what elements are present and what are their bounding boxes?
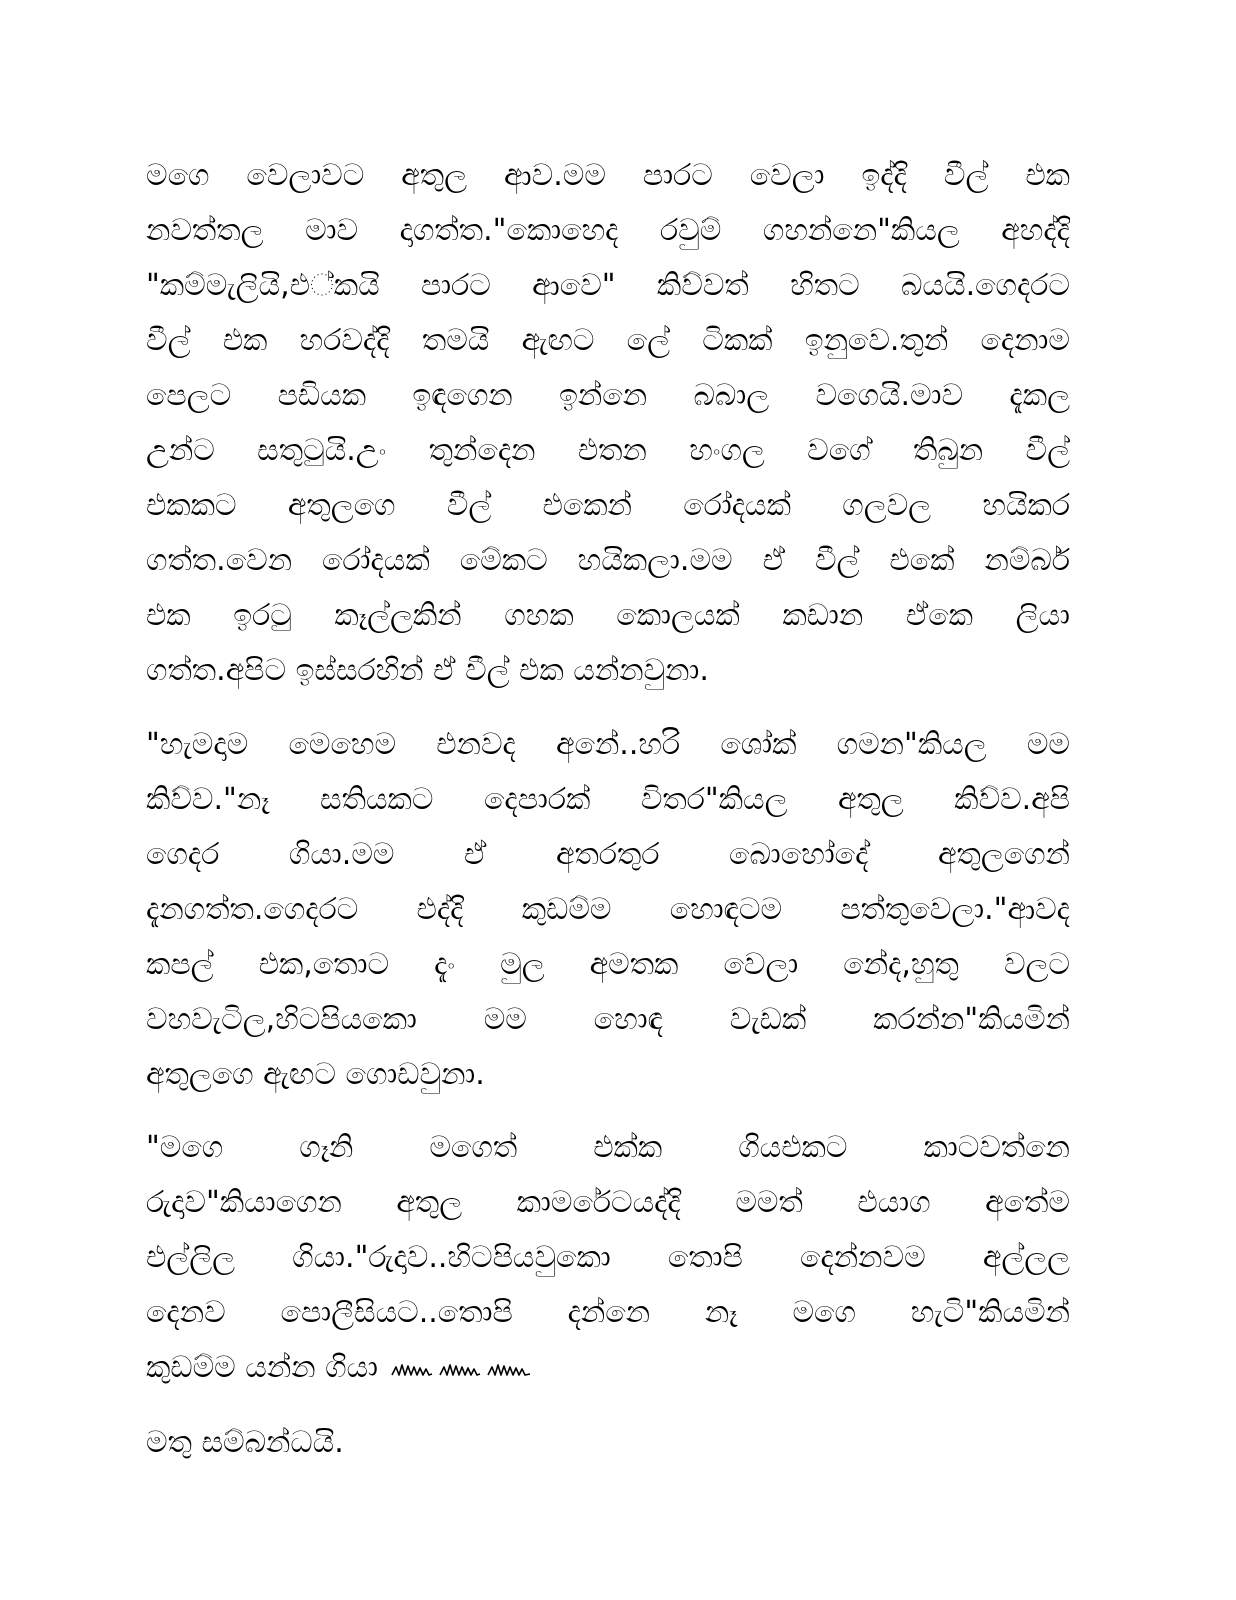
text-line: "කම්මැලියි,එ්කයි පාරට ආවෙ" කිව්වත් හිතට බයයි.ගෙදරට: [146, 268, 1070, 303]
text-line-with-scribble: [146, 1340, 1070, 1395]
text-line: වහවැටිල,හිටපියකො මම හොඳ වැඩක් කරන්න"කියමින්: [146, 1002, 1070, 1037]
text-line: එක ඉරටු කෑල්ලකින් ගහක කොලයක් කඩාන ඒකෙ ලියා: [146, 598, 1070, 633]
text-line: එල්ලිල ගියා."රුදාව..හිටපියවුකො තොපි දෙන්නවම අල්ලල: [146, 1240, 1070, 1275]
paragraph-4: [146, 1415, 1070, 1470]
text-line: ගත්ත.වෙන රෝදයක් මේකට හයිකලා.මම ඒ වීල් එකේ නම්බර්: [146, 543, 1070, 578]
text-line: ගත්ත.අපිට ඉස්සරහින් ඒ වීල් එක යන්නවුනා.: [146, 653, 709, 688]
text-line: පෙලට පඩියක ඉඳගෙන ඉන්නෙ බබාල වගෙයි.මාව දැකල: [146, 378, 1070, 413]
text-line: කුඩම්ම යන්න ගියා: [146, 1350, 378, 1385]
text-line: අතුලගෙ ඇඟට ගොඩවුනා.: [146, 1057, 485, 1092]
text-line: දෙනව පොලීසියට..තොපි දන්නෙ නෑ මගෙ හැටි"කියමින්: [146, 1295, 1070, 1330]
text-line: මතු සම්බන්ධයි.: [146, 1425, 344, 1460]
paragraph-2: [146, 717, 1070, 1102]
paragraph-3: [146, 1120, 1070, 1395]
text-line: දැනගත්ත.ගෙදරට එද්දි කුඩම්ම හොඳටම පත්තුවෙලා."ආවද: [146, 892, 1070, 927]
text-line: වීල් එක හරවද්දි තමයි ඇඟට ලේ ටිකක් ඉනුවෙ.තුන් දෙනාම: [146, 323, 1070, 358]
text-line: "හැමදාම මෙහෙම එනවද අනේ..හරි ශෝක් ගමන"කියල මම: [146, 727, 1070, 762]
text-line: ගෙදර ගියා.මම ඒ අතරතුර බොහෝදේ අතුලගෙන්: [146, 837, 1070, 872]
text-line: කපල් එක,තොට දැං මුල අමතක වෙලා නේද,හුතු වලට: [146, 947, 1070, 982]
document-body: [146, 148, 1070, 1470]
text-line: උන්ට සතුටුයි.උං තුන්දෙන එතන හංගල වගේ තිබුන වීල්: [146, 433, 1070, 468]
paragraph-1: [146, 148, 1070, 698]
text-line: රුදාව"කියාගෙන අතුල කාමරේටයද්දි මමත් එයාග අතේම: [146, 1185, 1070, 1220]
scribble-ornament: [390, 1357, 532, 1381]
text-line: "මගෙ ගෑනි මගෙත් එක්ක ගියඑකට කාටවත්නෙ: [146, 1130, 1070, 1165]
text-line: නවත්තල මාව දාගත්ත."කොහෙද රවුම් ගහන්නෙ"කියල අහද්දි: [146, 213, 1070, 248]
text-line: එකකට අතුලගෙ වීල් එකෙන් රෝදයක් ගලවල හයිකර: [146, 488, 1070, 523]
text-line: කිව්ව."නෑ සතියකට දෙපාරක් විතර"කියල අතුල කිව්ව.අපි: [146, 782, 1070, 817]
text-line: මගෙ වෙලාවට අතුල ආව.මම පාරට වෙලා ඉද්දි වීල් එක: [146, 158, 1070, 193]
